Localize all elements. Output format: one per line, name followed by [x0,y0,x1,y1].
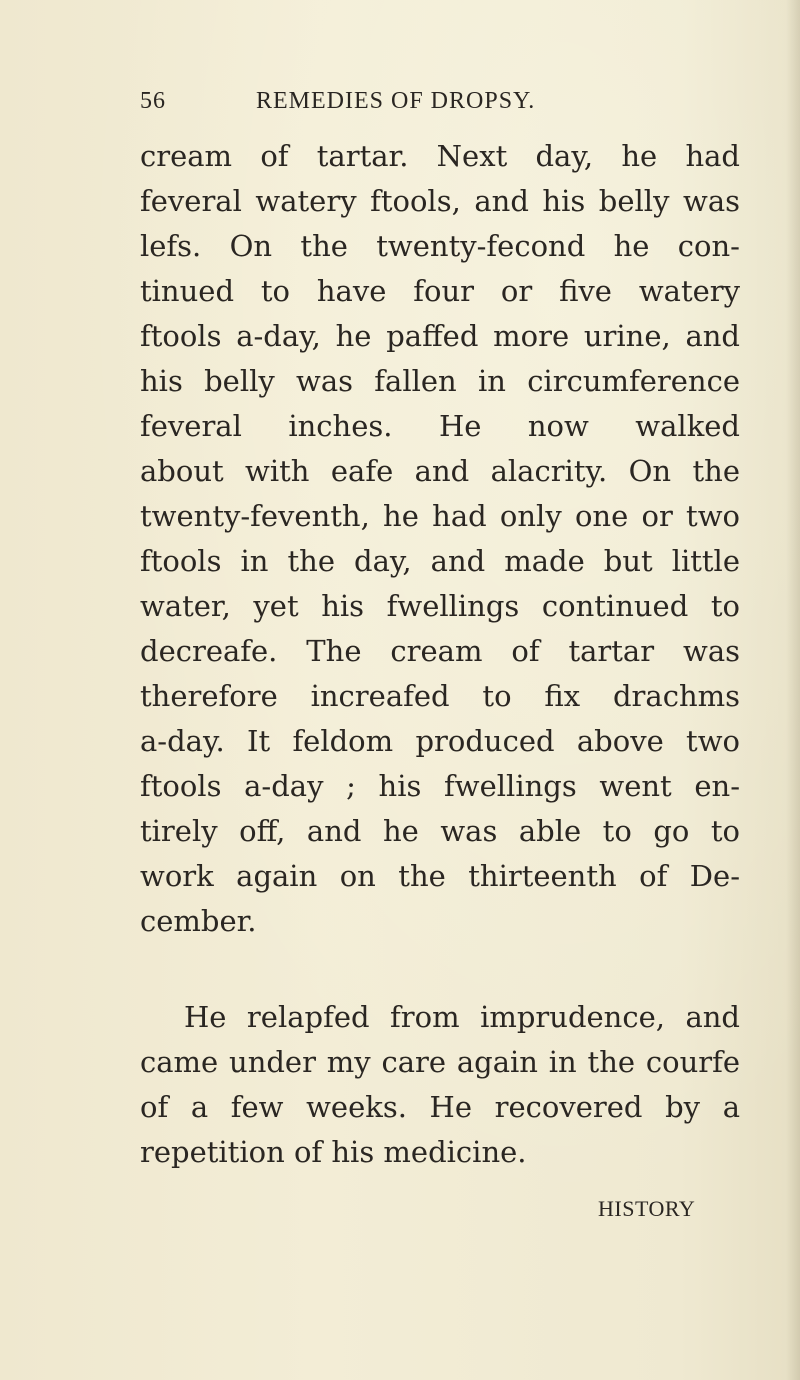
page-edge-shadow [786,0,800,1380]
paragraph-gap [140,944,740,995]
text-line: tirely off, and he was able to go to [140,814,740,848]
text-line: decreafe. The cream of tartar was [140,634,740,668]
text-line: of a few weeks. He recovered by a [140,1090,740,1124]
text-line: twenty-feventh, he had only one or two [140,499,740,533]
text-line: about with eafe and alacrity. On the [140,454,740,488]
paragraph [140,134,740,944]
text-line: lefs. On the twenty-fecond he con- [140,229,740,263]
text-line: ftools a-day, he paffed more urine, and [140,319,740,353]
page-number: 56 [140,88,166,114]
text-line: feveral watery ftools, and his belly was [140,184,740,218]
text-line: therefore increafed to fix drachms [140,679,740,713]
text-line: cember. [140,904,257,938]
running-head: REMEDIES OF DROPSY. [256,88,536,114]
text-line: tinued to have four or five watery [140,274,740,308]
text-line: He relapfed from imprudence, and [184,1000,740,1034]
text-line: came under my care again in the courfe [140,1045,740,1079]
text-line: feveral inches. He now walked [140,409,740,443]
page-header [140,88,660,124]
text-line: work again on the thirteenth of De- [140,859,740,893]
text-line: ftools in the day, and made but little [140,544,740,578]
text-line: cream of tartar. Next day, he had [140,139,740,173]
text-line: his belly was fallen in circumference [140,364,740,398]
text-line: water, yet his fwellings continued to [140,589,740,623]
body-text [140,134,740,1175]
text-line: repetition of his medicine. [140,1135,527,1169]
paragraph [140,995,740,1175]
text-line: ftools a-day ; his fwellings went en- [140,769,740,803]
text-line: a-day. It feldom produced above two [140,724,740,758]
catchword: HISTORY [598,1196,696,1221]
